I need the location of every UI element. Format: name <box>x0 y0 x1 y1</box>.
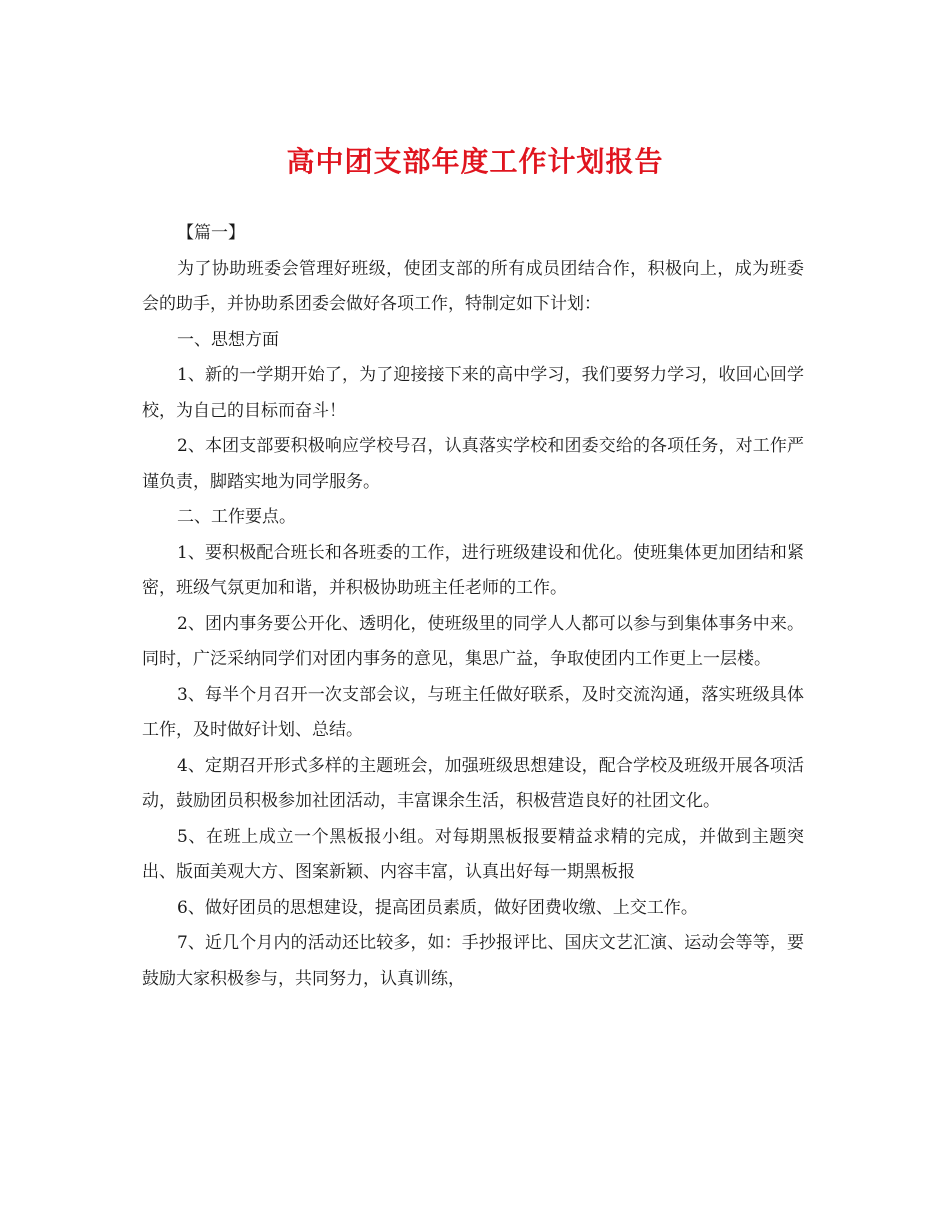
section-heading-part-one: 【篇一】 <box>177 223 245 243</box>
work-point-1: 1、要积极配合班长和各班委的工作，进行班级建设和优化。使班集体更加团结和紧密，班级气氛更加和谐，并积极协助班主任老师的工作。 <box>142 542 804 598</box>
section-heading-work-points: 二、工作要点。 <box>177 507 296 527</box>
work-point-5: 5、在班上成立一个黑板报小组。对每期黑板报要精益求精的完成，并做到主题突出、版面美观大方、图案新颖、内容丰富，认真出好每一期黑板报 <box>142 826 804 882</box>
section-heading-ideology: 一、思想方面 <box>177 329 279 350</box>
work-point-6: 6、做好团员的思想建设，提高团员素质，做好团费收缴、上交工作。 <box>177 897 698 918</box>
ideology-item-2: 2、本团支部要积极响应学校号召，认真落实学校和团委交给的各项任务，对工作严谨负责，脚踏实地为同学服务。 <box>142 436 804 492</box>
document-body <box>142 216 804 997</box>
work-point-2: 2、团内事务要公开化、透明化，使班级里的同学人人都可以参与到集体事务中来。同时，广泛采纳同学们对团内事务的意见，集思广益，争取使团内工作更上一层楼。 <box>142 613 804 669</box>
ideology-item-1: 1、新的一学期开始了，为了迎接接下来的高中学习，我们要努力学习，收回心回学校，为自己的目标而奋斗！ <box>142 365 804 421</box>
work-point-4: 4、定期召开形式多样的主题班会，加强班级思想建设，配合学校及班级开展各项活动，鼓励团员积极参加社团活动，丰富课余生活，积极营造良好的社团文化。 <box>142 755 804 811</box>
work-point-7: 7、近几个月内的活动还比较多，如：手抄报评比、国庆文艺汇演、运动会等等，要鼓励大家积极参与，共同努力，认真训练， <box>142 933 804 989</box>
intro-paragraph: 为了协助班委会管理好班级，使团支部的所有成员团结合作，积极向上，成为班委会的助手，并协助系团委会做好各项工作，特制定如下计划： <box>142 258 804 314</box>
document-title: 高中团支部年度工作计划报告 <box>286 145 664 178</box>
work-point-3: 3、每半个月召开一次支部会议，与班主任做好联系，及时交流沟通，落实班级具体工作，及时做好计划、总结。 <box>142 684 804 740</box>
